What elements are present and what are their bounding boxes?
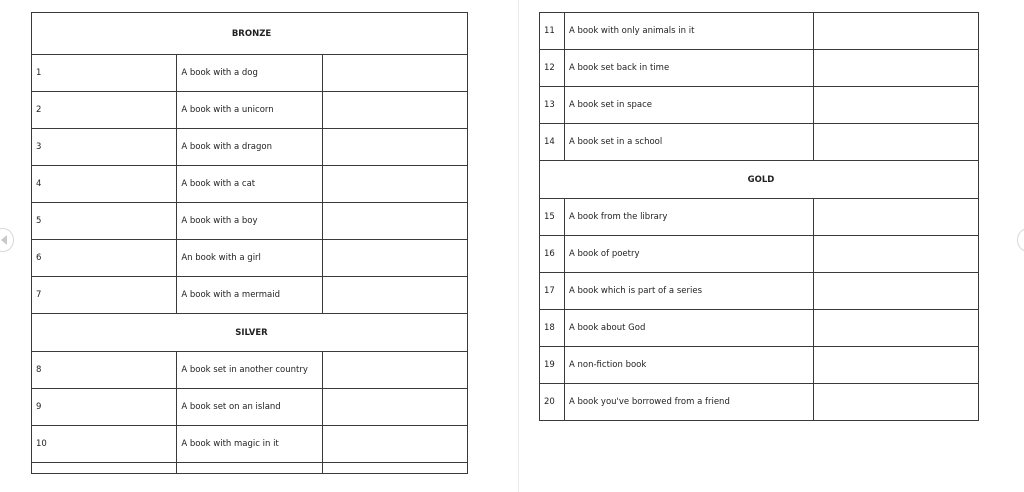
item-number: 7 [32, 277, 177, 314]
item-description: A book set in a school [565, 124, 814, 161]
item-number: 14 [540, 124, 565, 161]
table-row [32, 426, 468, 463]
item-response-cell [814, 124, 979, 161]
item-number: 4 [32, 166, 177, 203]
page-divider [518, 0, 519, 492]
table-row [540, 124, 979, 161]
item-description: A book you've borrowed from a friend [565, 384, 814, 421]
item-description: A book with a dragon [177, 129, 322, 166]
item-number: 19 [540, 347, 565, 384]
table-row [32, 129, 468, 166]
chevron-left-icon [1, 235, 7, 245]
table-row [540, 347, 979, 384]
table-row-partial [32, 463, 468, 474]
item-description: A book set on an island [177, 389, 322, 426]
item-number: 2 [32, 92, 177, 129]
item-number: 9 [32, 389, 177, 426]
item-response-cell [322, 203, 467, 240]
item-description: A book with a cat [177, 166, 322, 203]
item-number: 16 [540, 236, 565, 273]
table-row [540, 50, 979, 87]
item-description: A book set in space [565, 87, 814, 124]
table-row [32, 203, 468, 240]
item-description: An book with a girl [177, 240, 322, 277]
challenge-table-right [539, 12, 979, 421]
section-heading-bronze: BRONZE [32, 13, 468, 55]
item-response-cell [322, 426, 467, 463]
section-row-bronze [32, 13, 468, 55]
item-response-cell [322, 463, 467, 474]
item-number: 20 [540, 384, 565, 421]
item-number: 3 [32, 129, 177, 166]
item-number: 5 [32, 203, 177, 240]
item-description-empty [177, 463, 322, 474]
table-row [32, 240, 468, 277]
item-number: 17 [540, 273, 565, 310]
item-response-cell [322, 55, 467, 92]
item-number: 10 [32, 426, 177, 463]
item-response-cell [322, 389, 467, 426]
item-response-cell [814, 236, 979, 273]
item-response-cell [322, 129, 467, 166]
table-row [540, 236, 979, 273]
challenge-table-left [31, 12, 468, 474]
item-description: A book of poetry [565, 236, 814, 273]
table-row [32, 55, 468, 92]
item-response-cell [814, 13, 979, 50]
item-response-cell [322, 352, 467, 389]
item-response-cell [322, 92, 467, 129]
item-description: A book set in another country [177, 352, 322, 389]
item-response-cell [814, 50, 979, 87]
item-description: A book set back in time [565, 50, 814, 87]
table-row [32, 166, 468, 203]
item-response-cell [322, 277, 467, 314]
item-description: A non-fiction book [565, 347, 814, 384]
item-response-cell [814, 199, 979, 236]
section-row-silver [32, 314, 468, 352]
item-number: 1 [32, 55, 177, 92]
table-row [540, 13, 979, 50]
table-row [540, 384, 979, 421]
table-row [32, 92, 468, 129]
item-description: A book with only animals in it [565, 13, 814, 50]
item-description: A book about God [565, 310, 814, 347]
table-row [540, 273, 979, 310]
section-row-gold [540, 161, 979, 199]
section-heading-silver: SILVER [32, 314, 468, 352]
item-description: A book with a mermaid [177, 277, 322, 314]
item-number: 11 [540, 13, 565, 50]
item-number-empty [32, 463, 177, 474]
table-row [540, 87, 979, 124]
item-number: 15 [540, 199, 565, 236]
item-description: A book with a dog [177, 55, 322, 92]
item-description: A book with a unicorn [177, 92, 322, 129]
item-number: 12 [540, 50, 565, 87]
item-number: 6 [32, 240, 177, 277]
item-number: 18 [540, 310, 565, 347]
item-description: A book with magic in it [177, 426, 322, 463]
item-description: A book from the library [565, 199, 814, 236]
item-description: A book which is part of a series [565, 273, 814, 310]
item-response-cell [814, 87, 979, 124]
table-row [32, 277, 468, 314]
item-response-cell [322, 166, 467, 203]
table-row [540, 199, 979, 236]
section-heading-gold: GOLD [540, 161, 979, 199]
item-response-cell [814, 384, 979, 421]
table-row [32, 389, 468, 426]
item-response-cell [814, 310, 979, 347]
item-number: 13 [540, 87, 565, 124]
table-row [32, 352, 468, 389]
item-number: 8 [32, 352, 177, 389]
item-response-cell [814, 273, 979, 310]
item-response-cell [814, 347, 979, 384]
table-row [540, 310, 979, 347]
item-description: A book with a boy [177, 203, 322, 240]
item-response-cell [322, 240, 467, 277]
